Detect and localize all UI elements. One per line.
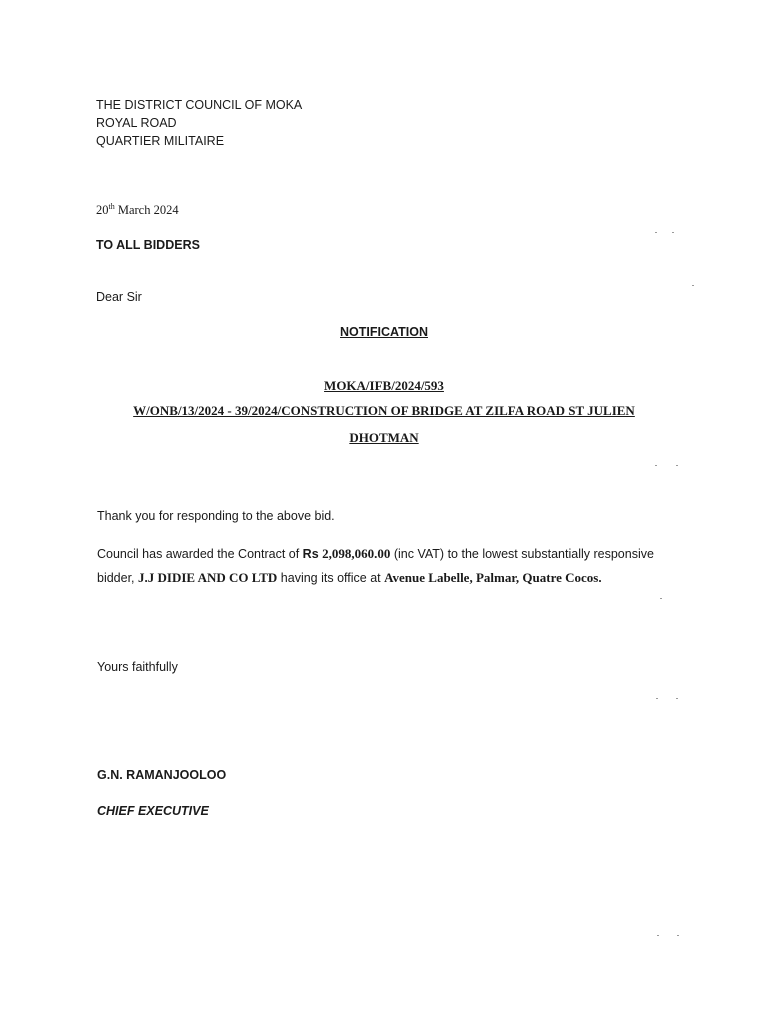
- award-text-2: (inc VAT) to the lowest substantially responsive: [390, 547, 654, 561]
- sender-line-road: ROYAL ROAD: [96, 116, 177, 130]
- notification-heading: NOTIFICATION: [340, 325, 428, 339]
- sender-line-council: THE DISTRICT COUNCIL OF MOKA: [96, 98, 303, 112]
- award-company: J.J DIDIE AND CO LTD: [138, 570, 278, 585]
- scan-speck: [677, 935, 679, 936]
- thanks-paragraph: Thank you for responding to the above bid.: [97, 509, 335, 523]
- award-amount: 2,098,060.00: [322, 546, 391, 561]
- scan-speck: [655, 465, 657, 466]
- scan-speck: [676, 698, 678, 699]
- scan-speck: [660, 598, 662, 599]
- award-text-4: having its office at: [277, 571, 385, 585]
- reference-number: MOKA/IFB/2024/593: [324, 378, 444, 393]
- award-currency: Rs: [302, 547, 319, 561]
- date-suffix: th: [108, 202, 115, 211]
- sender-address: [96, 96, 302, 150]
- salutation: Dear Sir: [96, 290, 142, 304]
- scan-speck: [676, 465, 678, 466]
- award-text-1: Council has awarded the Contract of: [97, 547, 303, 561]
- date-day: 20: [96, 203, 109, 217]
- letter-date: [96, 203, 179, 218]
- scan-speck: [657, 935, 659, 936]
- scan-speck: [655, 232, 657, 233]
- scan-speck: [672, 232, 674, 233]
- date-rest: March 2024: [117, 203, 179, 217]
- award-text-3: bidder,: [97, 571, 139, 585]
- reference-title: W/ONB/13/2024 - 39/2024/CONSTRUCTION OF BRIDGE AT ZILFA ROAD ST JULIEN: [133, 403, 635, 418]
- sender-line-town: QUARTIER MILITAIRE: [96, 134, 225, 148]
- signatory-title: CHIEF EXECUTIVE: [97, 804, 209, 818]
- signatory-name: G.N. RAMANJOOLOO: [97, 768, 227, 782]
- reference-title-cont: DHOTMAN: [349, 430, 419, 445]
- recipient: TO ALL BIDDERS: [96, 238, 200, 252]
- scan-speck: [692, 285, 694, 286]
- award-line-2: [97, 570, 602, 586]
- scan-speck: [656, 698, 658, 699]
- award-address: Avenue Labelle, Palmar, Quatre Cocos.: [384, 570, 602, 585]
- closing: Yours faithfully: [97, 660, 178, 674]
- award-line-1: [97, 546, 654, 562]
